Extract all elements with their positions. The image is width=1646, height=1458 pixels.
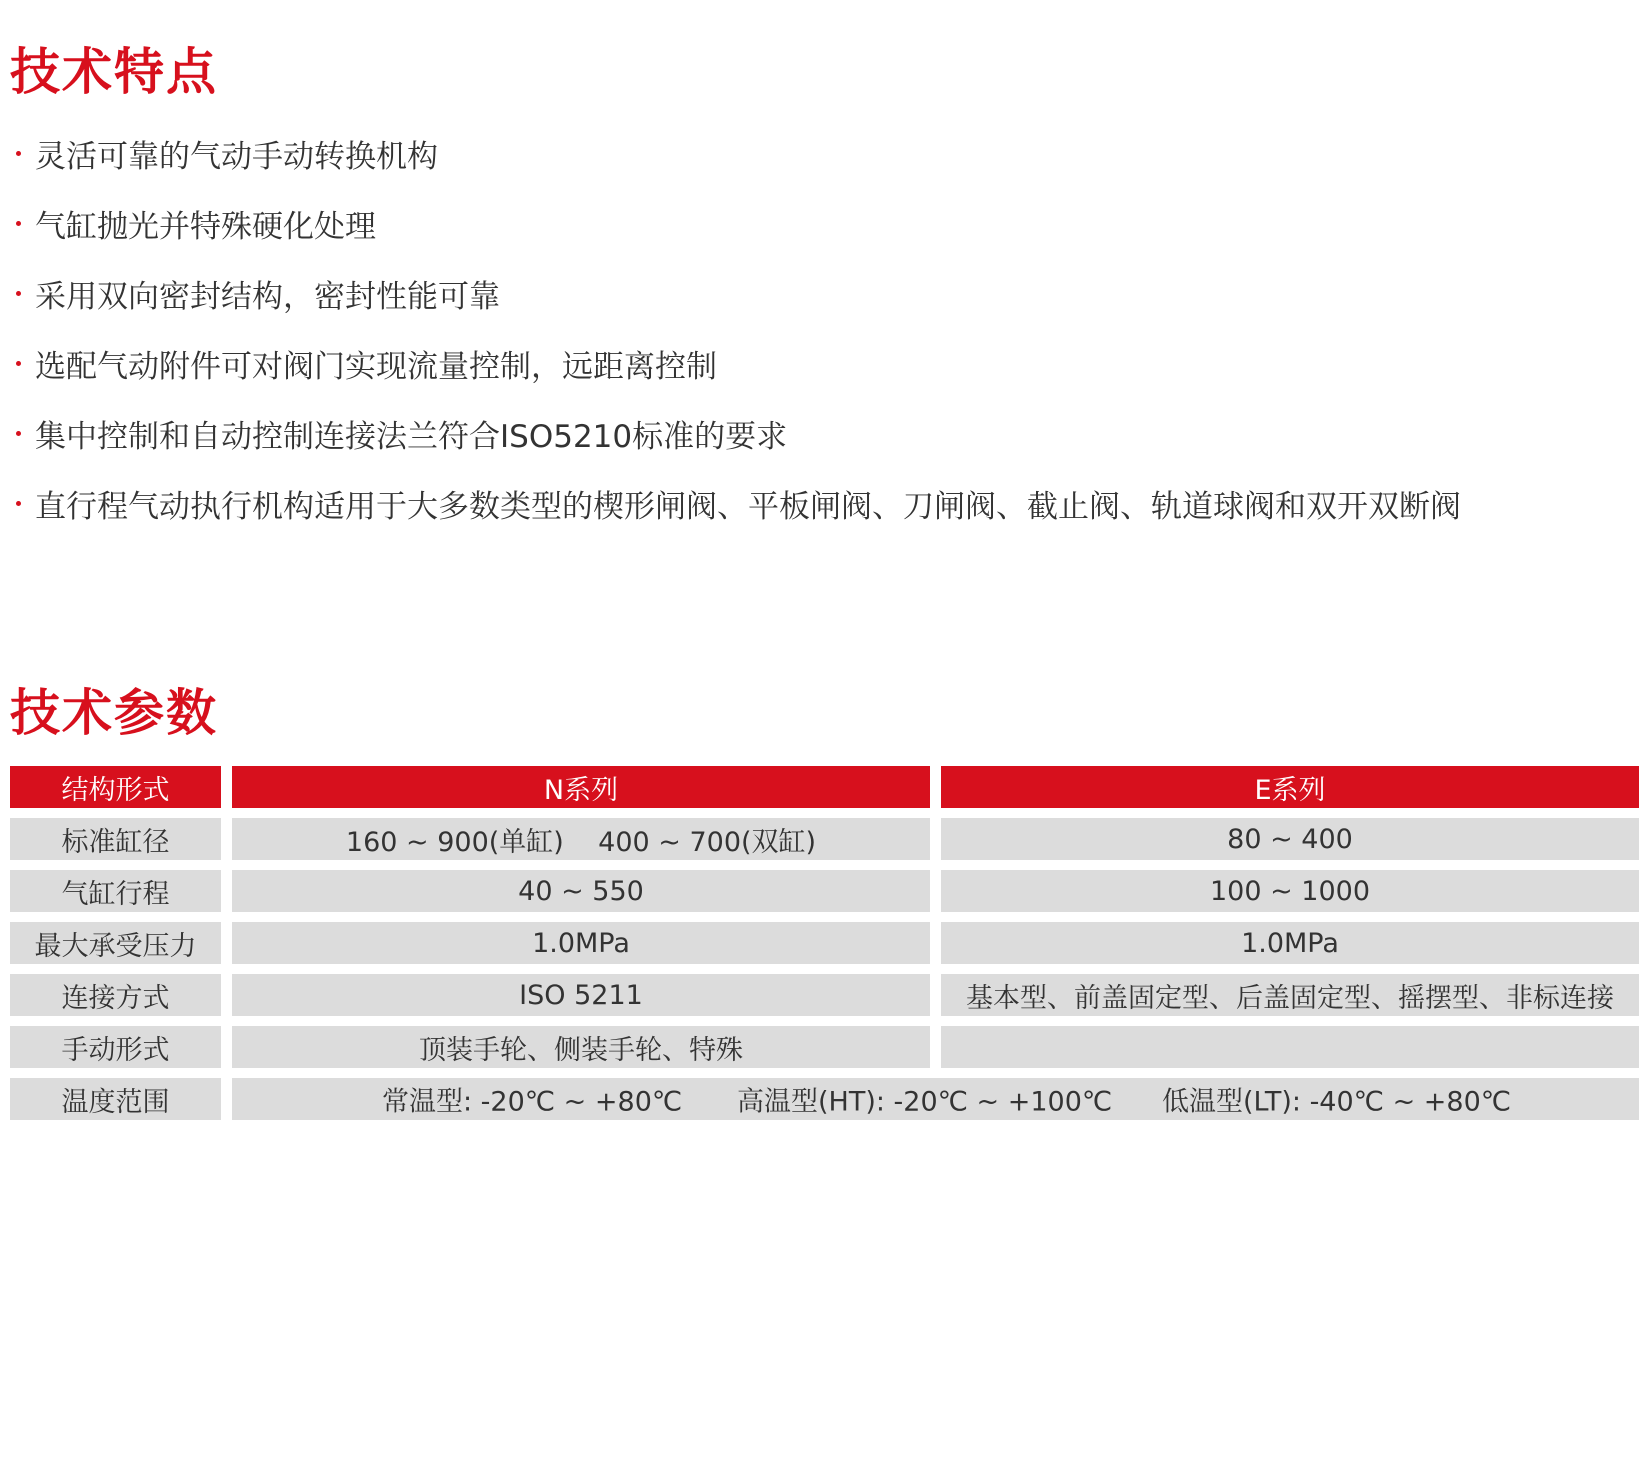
feature-item [10, 398, 1461, 468]
bullet-icon [16, 361, 21, 366]
bullet-icon [16, 501, 21, 506]
temperature-values [232, 1078, 1639, 1120]
e-series-value: 100 ~ 1000 [941, 870, 1639, 912]
feature-list [10, 118, 1461, 538]
e-series-value: 1.0MPa [941, 922, 1639, 964]
row-label: 标准缸径 [10, 818, 221, 860]
n-series-value: 1.0MPa [232, 922, 930, 964]
feature-text: 集中控制和自动控制连接法兰符合ISO5210标准的要求 [35, 418, 788, 455]
feature-item [10, 328, 1461, 398]
temperature-low: 低温型(LT): -40℃ ~ +80℃ [1162, 1086, 1512, 1118]
bullet-icon [16, 221, 21, 226]
feature-text: 直行程气动执行机构适用于大多数类型的楔形闸阀、平板闸阀、刀闸阀、截止阀、轨道球阀和双开双断阀 [35, 488, 1461, 525]
table-row [10, 922, 1639, 964]
feature-text: 采用双向密封结构，密封性能可靠 [35, 278, 500, 315]
table-row [10, 818, 1639, 860]
temperature-normal: 常温型: -20℃ ~ +80℃ [382, 1086, 683, 1118]
table-row-temperature [10, 1078, 1639, 1120]
feature-text: 气缸抛光并特殊硬化处理 [35, 208, 376, 245]
bullet-icon [16, 151, 21, 156]
feature-item [10, 188, 1461, 258]
table-header-row [10, 766, 1639, 808]
header-cell-e-series: E系列 [941, 766, 1639, 808]
e-series-value: 基本型、前盖固定型、后盖固定型、摇摆型、非标连接 [941, 974, 1639, 1016]
params-title: 技术参数 [10, 684, 218, 742]
feature-item [10, 118, 1461, 188]
table-row [10, 1026, 1639, 1068]
row-label: 最大承受压力 [10, 922, 221, 964]
bullet-icon [16, 291, 21, 296]
table-row [10, 870, 1639, 912]
n-series-value: ISO 5211 [232, 974, 930, 1016]
temperature-high: 高温型(HT): -20℃ ~ +100℃ [737, 1086, 1113, 1118]
e-series-value [941, 1026, 1639, 1068]
e-series-value: 80 ~ 400 [941, 818, 1639, 860]
row-label: 手动形式 [10, 1026, 221, 1068]
header-cell-structure: 结构形式 [10, 766, 221, 808]
row-label: 气缸行程 [10, 870, 221, 912]
features-title: 技术特点 [10, 43, 218, 101]
row-label: 连接方式 [10, 974, 221, 1016]
row-label: 温度范围 [10, 1078, 221, 1120]
feature-item [10, 468, 1461, 538]
bullet-icon [16, 431, 21, 436]
feature-text: 灵活可靠的气动手动转换机构 [35, 138, 438, 175]
n-series-value: 160 ~ 900(单缸) 400 ~ 700(双缸) [232, 818, 930, 860]
feature-text: 选配气动附件可对阀门实现流量控制，远距离控制 [35, 348, 717, 385]
n-series-value: 顶装手轮、侧装手轮、特殊 [232, 1026, 930, 1068]
n-series-value: 40 ~ 550 [232, 870, 930, 912]
params-table [10, 766, 1639, 1130]
feature-item [10, 258, 1461, 328]
table-row [10, 974, 1639, 1016]
header-cell-n-series: N系列 [232, 766, 930, 808]
